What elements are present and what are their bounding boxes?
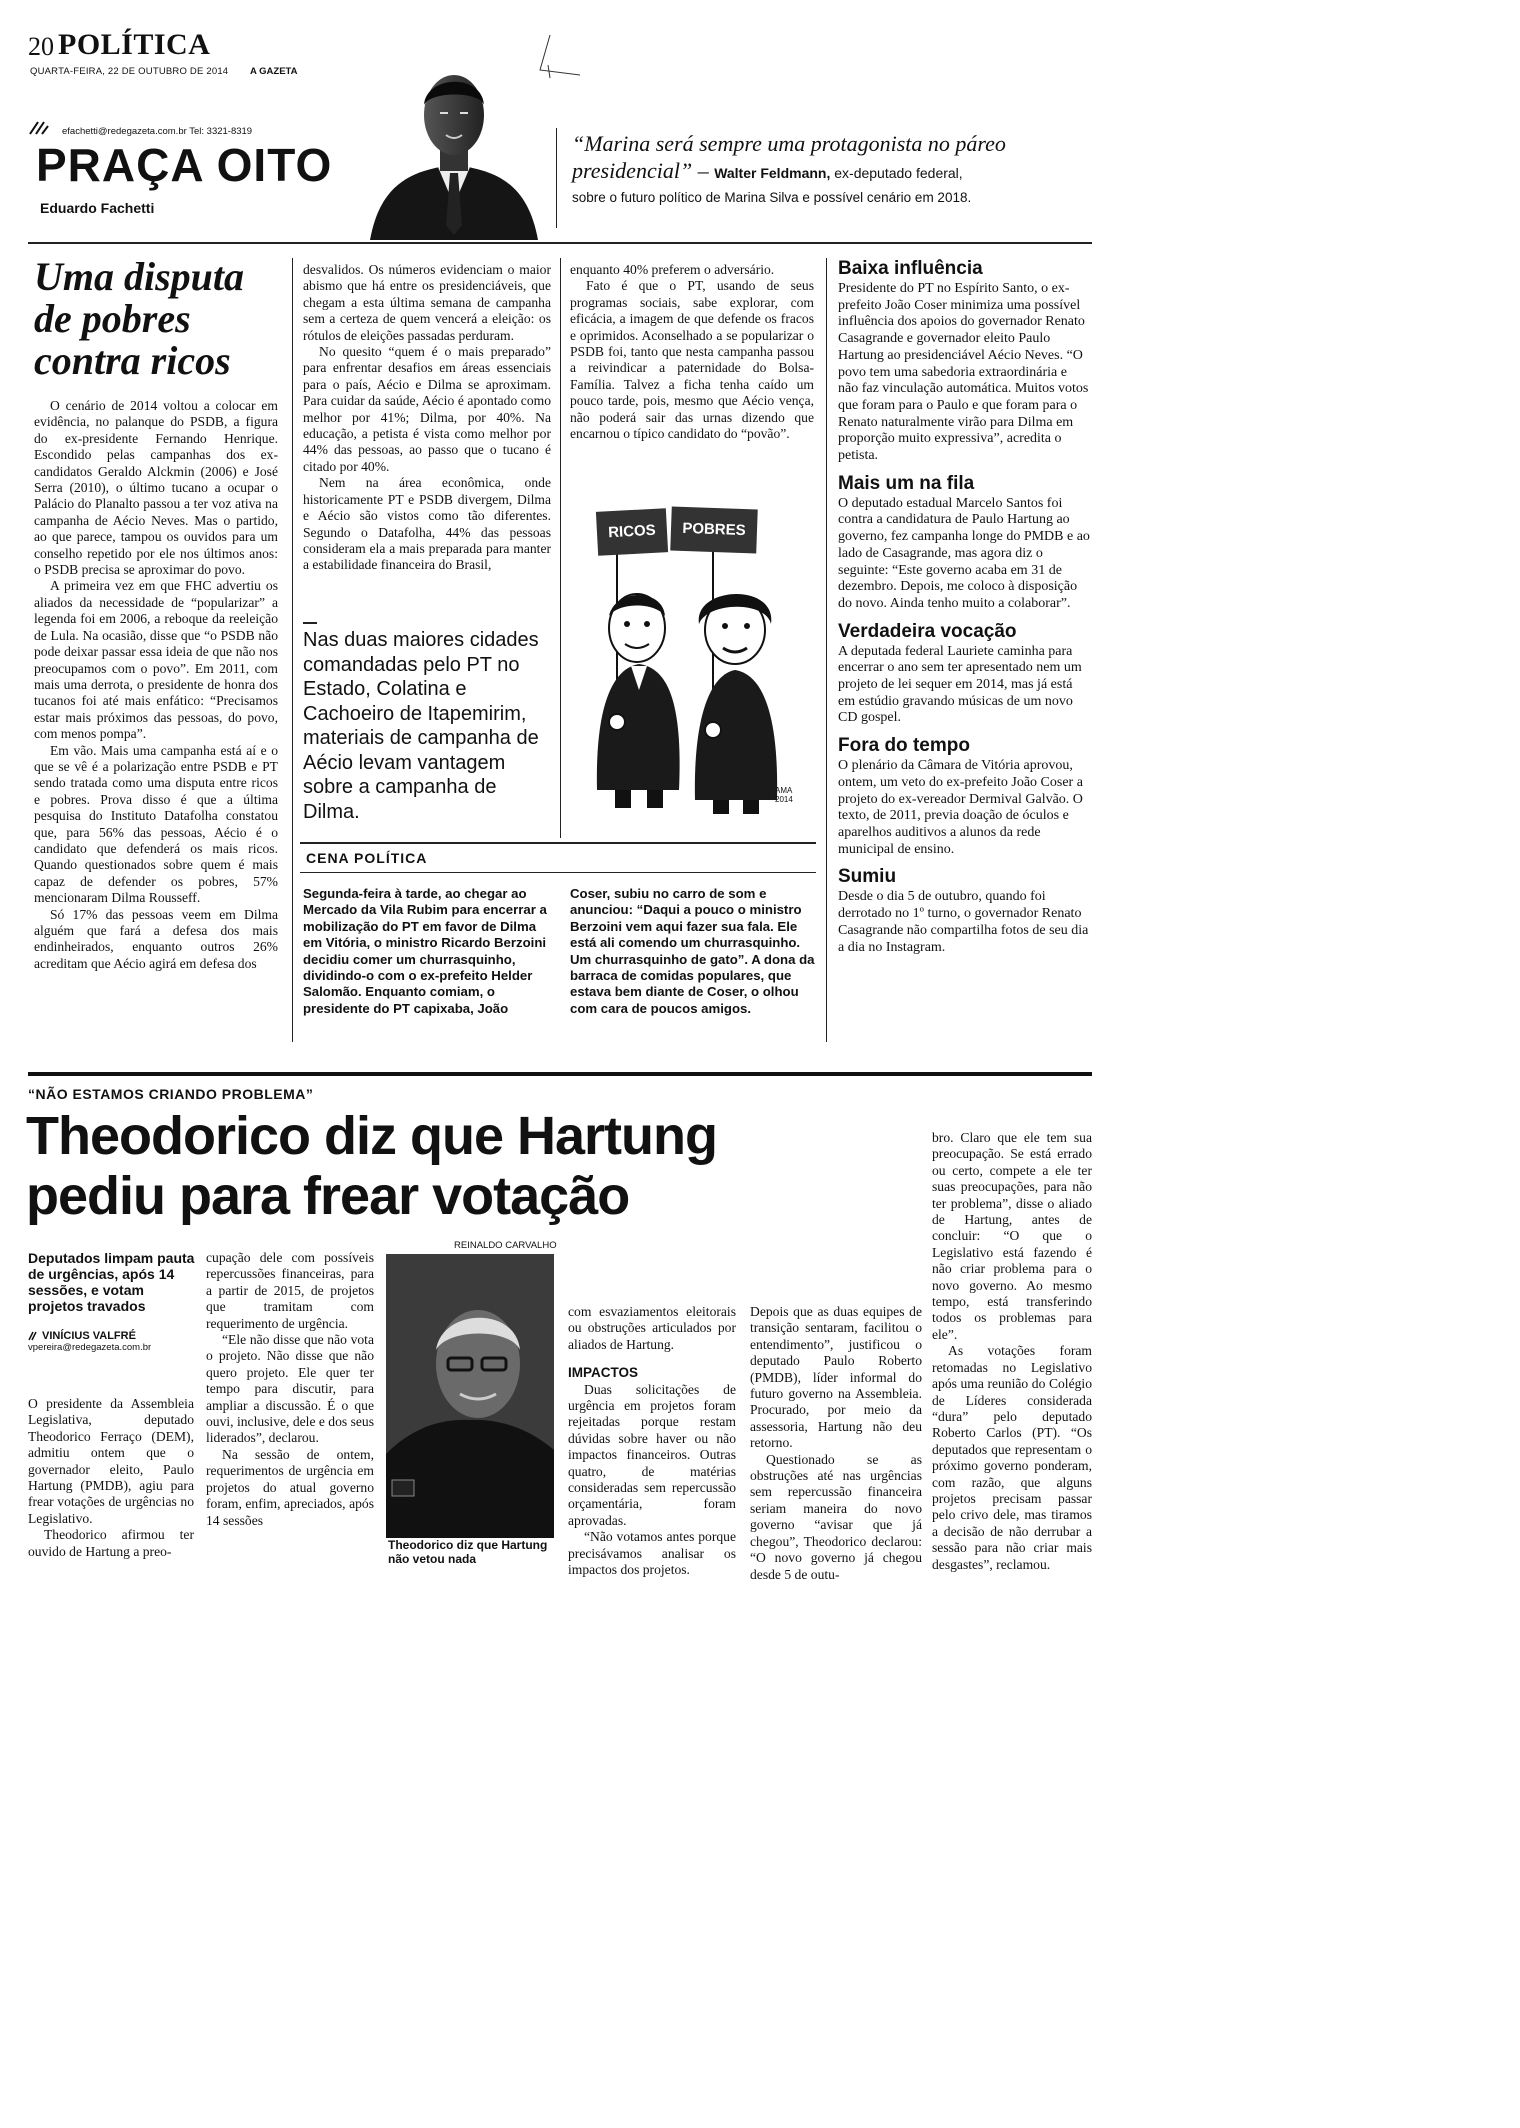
note-title: Mais um na fila: [838, 472, 975, 494]
note-text: O deputado estadual Marcelo Santos foi contra a candidatura de Paulo Hartung ao governo, fez campanha longe do PMDB e ao lado de Casagrande, mas agora diz o seguinte: “Este governo acaba em 31 de dezembro. Depois, me coloco à disposição do novo. Ainda tenho muito a colaborar”.: [838, 495, 1090, 611]
note-text: Desde o dia 5 de outubro, quando foi derrotado no 1º turno, o governador Renato Casagrande não compartilha fotos de seu dia a dia no Instagram.: [838, 889, 1089, 955]
section-divider: [28, 1072, 1092, 1076]
column-author: Eduardo Fachetti: [40, 200, 155, 216]
paragraph: enquanto 40% preferem o adversário.: [570, 262, 775, 277]
paragraph: No quesito “quem é o mais preparado” para enfrentar desafios em áreas essenciais para o país, Aécio e Dilma se aproximam. Para cuidar da saúde, Aécio é apontado como melhor por 41%; Dilma, por 40%. Na educação, a petista é vista como melhor por 44% das pessoas, ao passo que o tucano é citado por 40%.: [303, 344, 551, 474]
paragraph: A primeira vez em que FHC advertiu os aliados da necessidade de “popularizar” a legenda foi em 2006, a reboque da reeleição de Lula. Na ocasião, disse que “o PSDB não pode deixar passar essa ideia de que não nos preocupamos com o povo”. Em 2011, com mais uma derrota, o presidente de honra dos tucanos foi até mais enfático: “Precisamos estar mais próximos das pessoas, do povo, com menos pompa”.: [34, 578, 278, 742]
paragraph: As votações foram retomadas no Legislativo após uma reunião do Colégio de Líderes considerada “dura” pelo deputado Roberto Carlos (PT). “Os deputados que representam o próximo governo ponderam, com razão, que alguns projetos precisam passar pelo crivo dele, mas tiramos a decisão de não derrubar a sessão para não criar mais desgastes”, reclamou.: [932, 1343, 1092, 1572]
col-divider: [560, 258, 561, 838]
sidebar-notes: [838, 258, 1090, 964]
paragraph: com esvaziamentos eleitorais ou obstruções articulados por aliados de Hartung.: [568, 1304, 736, 1352]
quote-divider: [556, 128, 557, 228]
cena-left: [303, 886, 553, 1017]
cartoon: [575, 490, 815, 830]
second-col4: [750, 1304, 922, 1583]
page-number: 20: [28, 32, 54, 61]
photo-caption: Theodorico diz que Hartung não vetou nada: [388, 1538, 548, 1566]
cartoon-sign-left: RICOS: [596, 508, 668, 556]
article-deck-block: [28, 1250, 196, 1353]
note-text: Presidente do PT no Espírito Santo, o ex-prefeito João Coser minimiza uma possível influência dos apoios do governador Renato Casagrande e governador eleito Paulo Hartung ao presidenciável Aécio Neves. “O povo tem uma sabedoria extraordinária e não faz vinculação automática. Muitos votos que foram para o Paulo e que foram para o Renato naturalmente virão para Dilma em proporção muito expressiva”, acredita o petista.: [838, 281, 1089, 464]
note: [838, 621, 1090, 728]
pull-quote: Nas duas maiores cidades comandadas pelo PT no Estado, Colatina e Cachoeiro de Itapemirim, materiais de campanha de Aécio levam vantagem sobre a campanha de Dilma.: [303, 629, 539, 823]
cena-right-text: Coser, subiu no carro de som e anunciou: “Daqui a pouco o ministro Berzoini vem aqui fazer sua fala. Ele está ali comendo um churrasquinho. Um churrasquinho de gato”. A dona da barraca de comidas populares, que estava bem diante de Coser, o olhou com cara de poucos amigos.: [570, 886, 815, 1016]
note: [838, 258, 1090, 465]
note-title: Fora do tempo: [838, 735, 970, 757]
quote-body: “Marina será sempre uma protagonista no páreo presidencial”: [572, 131, 1006, 183]
paragraph: “Não votamos antes porque precisávamos analisar os impactos dos projetos.: [568, 1529, 736, 1578]
byline-email: vpereira@redegazeta.com.br: [28, 1342, 152, 1353]
top-divider: [28, 242, 1092, 244]
paragraph: Theodorico afirmou ter ouvido de Hartung a preo-: [28, 1527, 194, 1559]
cena-title-rule: [300, 872, 816, 873]
paper-name: A GAZETA: [250, 66, 298, 77]
quote-text: [572, 130, 1092, 187]
section-title: POLÍTICA: [58, 28, 211, 61]
col-divider: [826, 258, 827, 1042]
paragraph: Só 17% das pessoas veem em Dilma alguém que fará a defesa dos mais endinheirados, enquanto outros 26% acreditam que Aécio agirá em defesa dos: [34, 906, 278, 971]
cartoon-sign-right: POBRES: [670, 507, 757, 554]
cena-title: CENA POLÍTICA: [306, 850, 428, 866]
main-col3: [570, 262, 814, 442]
main-col1: [34, 398, 278, 972]
cartoon-signature: AMA 2014: [775, 786, 793, 804]
paragraph: desvalidos. Os números evidenciam o maior abismo que há entre os presidenciáveis, que chegam a esta última semana de campanha sem a certeza de quem vencerá a eleição: os rótulos de eleições passadas perduram.: [303, 262, 551, 343]
paragraph: O presidente da Assembleia Legislativa, deputado Theodorico Ferraço (DEM), admitiu ontem que o governador eleito, Paulo Hartung (PMDB), agiu para frear votações de urgências no Legislativo.: [28, 1396, 194, 1526]
paragraph: O cenário de 2014 voltou a colocar em evidência, no palanque do PSDB, a figura do ex-presidente Fernando Henrique. Escondido pelas campanhas dos ex-candidatos Geraldo Alckmin (2006) e José Serra (2010), o último tucano a ocupar o Palácio do Planalto passou a ter voz ativa na campanha de Aécio Neves. Mas o partido, ao que parece, tampou os ouvidos para um conselho repetido por ele nos últimos anos: o PSDB precisa se aproximar do povo.: [34, 398, 278, 578]
paragraph: Em vão. Mais uma campanha está aí e o que se vê é a polarização entre PSDB e PT sendo tratada como uma disputa entre ricos e pobres. Prova disso é que a última pesquisa do Instituto Datafolha constatou que, para 56% das pessoas, Aécio é o candidato que defenderá os mais ricos. Quando questionados sobre quem é mais capaz de defender os pobres, 57% mencionaram Dilma Rousseff.: [34, 742, 278, 906]
quote-role: ex-deputado federal,: [830, 165, 963, 181]
paragraph: Duas solicitações de urgência em projetos foram rejeitadas porque restam dúvidas sobre haver ou não impactos financeiros. Outras quatro, de matérias consideradas sem repercussão orçamentária, foram aprovadas.: [568, 1381, 736, 1528]
byline-row: [28, 1330, 196, 1342]
columnist-portrait: [360, 55, 548, 240]
col-divider: [292, 258, 293, 1042]
kicker: “NÃO ESTAMOS CRIANDO PROBLEMA”: [28, 1086, 314, 1102]
subhead: IMPACTOS: [568, 1365, 639, 1381]
cena-right: [570, 886, 816, 1017]
paragraph: Na sessão de ontem, requerimentos de urgência em projetos do atual governo foram, enfim, apreciados, após 14 sessões: [206, 1446, 374, 1528]
page-header: [28, 28, 328, 78]
main-col2: [303, 262, 551, 574]
note: [838, 473, 1090, 613]
pullquote-rule: [303, 622, 317, 624]
note-text: O plenário da Câmara de Vitória aprovou, ontem, um veto do ex-prefeito João Coser a projeto do ex-vereador Dermival Galvão. O texto, de 2011, previa doação de óculos e aparelhos auditivos a alunos da rede municipal de ensino.: [838, 758, 1083, 857]
date-line: QUARTA-FEIRA, 22 DE OUTUBRO DE 2014: [30, 66, 229, 77]
slash-icon: [28, 120, 50, 136]
note-text: A deputada federal Lauriete caminha para encerrar o ano sem ter apresentado nem um projeto de lei sequer em 2014, mas já está em estúdio gravando músicas de um novo CD gospel.: [838, 643, 1082, 726]
deck: Deputados limpam pauta de urgências, após 14 sessões, e votam projetos travados: [28, 1250, 195, 1314]
quote-author: Walter Feldmann,: [714, 165, 831, 181]
headline-line: pediu para frear votação: [26, 1166, 630, 1226]
second-col1: [28, 1396, 194, 1560]
slash-icon: [28, 1331, 38, 1341]
photo-credit: REINALDO CARVALHO: [454, 1240, 557, 1251]
note-title: Baixa influência: [838, 258, 983, 279]
cena-left-text: Segunda-feira à tarde, ao chegar ao Mercado da Vila Rubim para encerrar a mobilização do PT em favor de Dilma em Vitória, o ministro Ricardo Berzoini decidiu comer um churrasquinho, dividindo-o com o ex-prefeito Helder Salomão. Enquanto comiam, o presidente do PT capixaba, João: [303, 886, 547, 1016]
quote-box: [572, 130, 1092, 205]
second-headline: [26, 1106, 906, 1226]
note: [838, 735, 1090, 858]
byline: VINÍCIUS VALFRÉ: [42, 1330, 136, 1342]
note: [838, 866, 1090, 956]
paragraph: cupação dele com possíveis repercussões financeiras, para a partir de 2015, de projetos que tramitam com requerimento de urgência.: [206, 1250, 374, 1331]
article-photo: [386, 1254, 554, 1538]
second-col2: [206, 1250, 374, 1529]
cena-top-rule: [300, 842, 816, 844]
paragraph: Depois que as duas equipes de transição sentaram, facilitou o entendimento”, justificou o deputado Paulo Roberto (PMDB), líder informal do futuro governo na Assembleia. Procurado, por meio da assessoria, Hartung não deu retorno.: [750, 1304, 922, 1451]
column-contact: efachetti@redegazeta.com.br Tel: 3321-8319: [62, 126, 253, 137]
second-col3: [568, 1304, 736, 1579]
paragraph: “Ele não disse que não vota o projeto. Não disse que não quero projeto. Ele quer ter tempo para discutir, para ampliar a discussão. É o que ouvi, inclusive, dele e dos seus liderados”, declarou.: [206, 1332, 375, 1446]
quote-dash: –: [692, 158, 715, 183]
quote-context: sobre o futuro político de Marina Silva e possível cenário em 2018.: [572, 190, 972, 205]
paragraph: Questionado se as obstruções até nas urgências sem repercussão financeira seriam maneira do novo governo “avisar que já chegou”, Theodorico declarou: “O novo governo já chegou desde 5 de outu-: [750, 1451, 922, 1582]
paragraph: Nem na área econômica, onde historicamente PT e PSDB divergem, Dilma e Aécio são vistos como tão diferentes. Segundo o Datafolha, 44% das pessoas consideram ela a mais preparada para manter a estabilidade financeira do Brasil,: [303, 475, 551, 573]
second-col5: [932, 1130, 1092, 1573]
headline-line: Theodorico diz que Hartung: [26, 1106, 717, 1166]
note-title: Verdadeira vocação: [838, 620, 1017, 642]
paragraph: Fato é que o PT, usando de seus programas sociais, sabe explorar, com eficácia, a imagem de que defende os fracos e oprimidos. Aconselhado a se popularizar o PSDB foi, tanto que nesta campanha passou a reivindicar a paternidade do Bolsa-Família. Talvez a ficha tenha caído um pouco tarde, pois, mesmo que Aécio vença, não poderá sair das urnas dizendo que encarnou o típico candidato do “povão”.: [570, 278, 814, 442]
main-headline: Uma disputa de pobres contra ricos: [34, 254, 245, 383]
paragraph: bro. Claro que ele tem sua preocupação. Se está errado ou certo, compete a ele ter suas preocupações, para não ter problema”, disse o aliado de Hartung, antes de concluir: “O que o Legislativo está fazendo é não criar problema para o novo governo. Ao mesmo tempo, está transferindo todos os problemas para ele”.: [932, 1130, 1092, 1342]
note-title: Sumiu: [838, 866, 897, 888]
column-name: PRAÇA OITO: [36, 139, 333, 191]
